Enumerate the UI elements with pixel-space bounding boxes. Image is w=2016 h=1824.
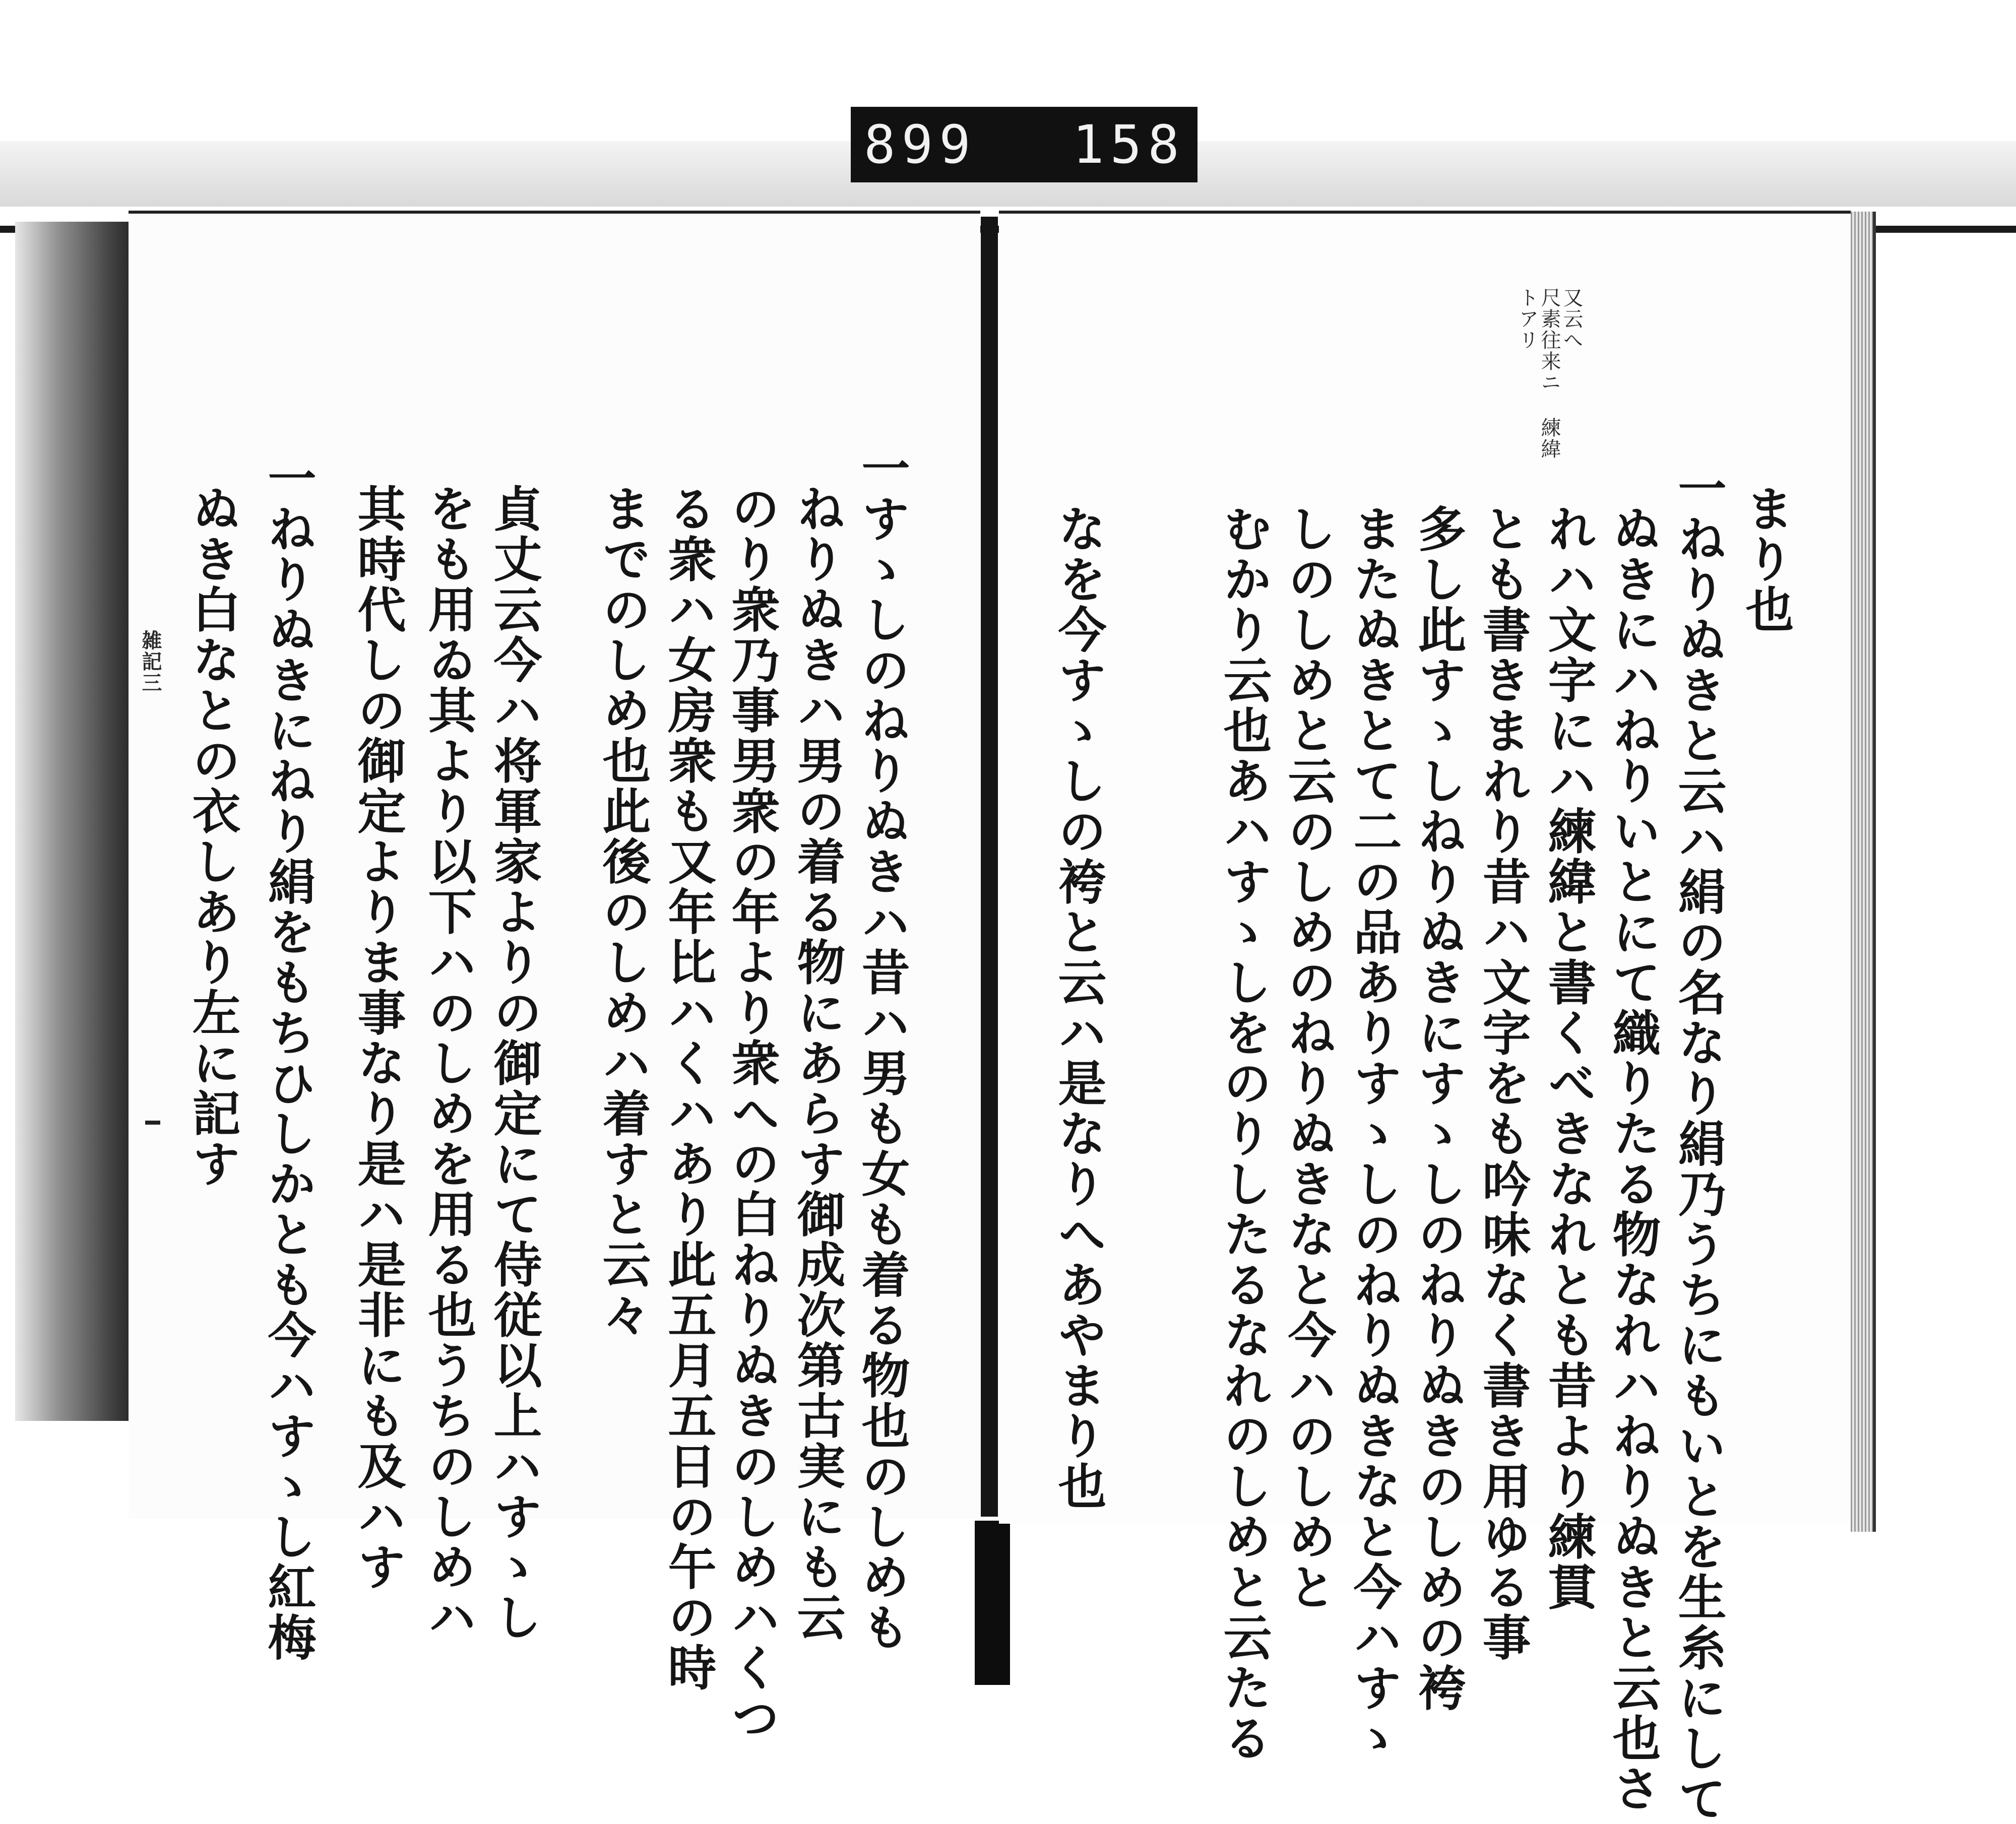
left-text-column-8: 其時代しの御定よりま事なり是ハ是非にも及ハす: [350, 484, 407, 1592]
left-page: [129, 211, 980, 1519]
running-header: 雑記三: [139, 630, 162, 693]
frame-number-right: 158: [1073, 114, 1185, 175]
gutter-tab: [975, 1521, 1010, 1685]
frame-number-left: 899: [864, 114, 977, 175]
left-text-column-6: 貞丈云今ハ将軍家よりの御定にて侍従以上ハすゝし: [486, 484, 543, 1643]
right-text-column-2: 一ねりぬきと云ハ絹の名なり絹乃うちにもいとを生糸にして: [1670, 464, 1727, 1824]
right-text-column-6: 多し此すゝしねりぬきにすゝしのねりぬきのしめの袴: [1410, 504, 1467, 1713]
microfilm-frame-label: [851, 107, 1198, 182]
left-text-column-10: ぬき白なとの衣しあり左に記す: [184, 484, 241, 1189]
left-text-column-2: ねりぬきハ男の着る物にあらす御成次第古実にも云: [789, 484, 846, 1643]
right-note-column-3: トアリ: [1516, 287, 1539, 351]
left-text-column-4: る衆ハ女房衆も又年比ハくハあり此五月五日の午の時: [660, 484, 717, 1693]
right-text-column-5: とも書きまれり昔ハ文字をも吟味なく書き用ゆる事: [1475, 504, 1532, 1663]
right-text-column-8: しのしめと云のしめのねりぬきなと今ハのしめと: [1280, 504, 1337, 1612]
left-text-column-5: までのしめ也此後のしめハ着すと云々: [595, 484, 652, 1340]
book-left-edge-shadow: [15, 222, 141, 1421]
right-text-column-7: またぬきとて二の品ありすゝしのねりぬきなと今ハすゝ: [1346, 504, 1403, 1764]
book-right-edge-line: [1873, 212, 1876, 1532]
left-text-column-9: 一ねりぬきにねり絹をもちひしかとも今ハすゝし紅梅: [260, 453, 317, 1663]
book-right-edge-pages: [1851, 212, 1875, 1532]
right-text-column-1: まり也: [1738, 484, 1795, 635]
right-text-column-9: むかり云也あハすゝしをのりしたるなれのしめと云たる: [1216, 504, 1273, 1764]
right-note-column-1: 又云へ: [1560, 287, 1583, 351]
right-note-column-2: 尺素往来ニ 練緯: [1538, 287, 1561, 460]
page-marker: [145, 1121, 160, 1125]
right-text-column-4: れハ文字にハ練緯と書くべきなれとも昔より練貫: [1540, 504, 1597, 1612]
left-text-column-7: をも用ゐ其より以下ハのしめを用る也うちのしめハ: [420, 484, 477, 1643]
book-gutter: [981, 217, 998, 1517]
left-text-column-1: 一すゝしのねりぬきハ昔ハ男も女も着る物也のしめも: [854, 443, 911, 1653]
left-text-column-3: のり衆乃事男衆の年より衆への白ねりぬきのしめハくつ: [724, 484, 781, 1743]
right-text-column-3: ぬきにハねりいとにて織りたる物なれハねりぬきと云也さ: [1605, 504, 1662, 1814]
right-text-column-10: なを今すゝしの袴と云ハ是なりへあやまり也: [1050, 504, 1107, 1512]
